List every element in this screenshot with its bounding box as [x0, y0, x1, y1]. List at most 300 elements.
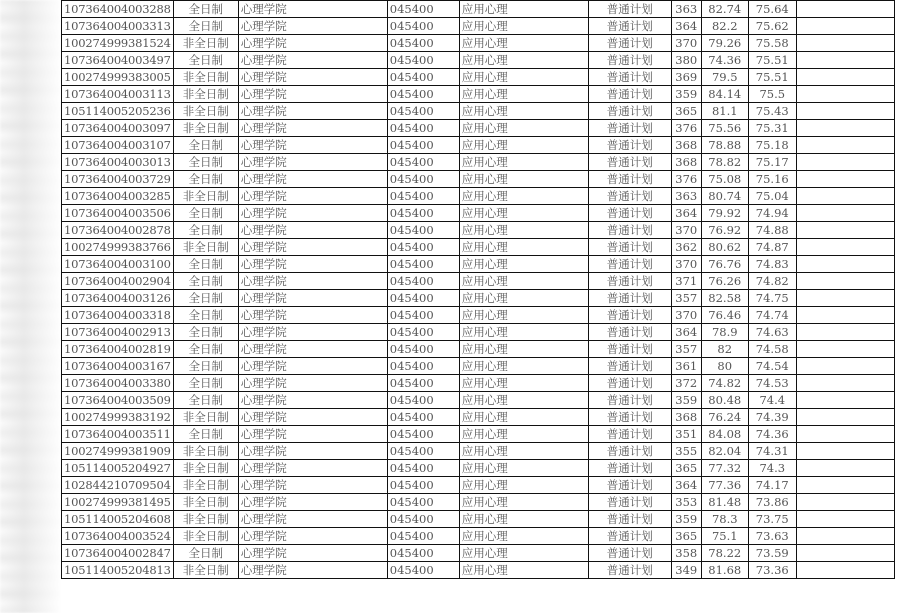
school-cell: 心理学院: [238, 137, 387, 154]
major-name-cell: 应用心理: [459, 256, 588, 273]
candidate-id-cell: 107364004003288: [62, 1, 174, 18]
total-score-cell: 74.3: [748, 460, 796, 477]
study-type-cell: 全日制: [173, 273, 238, 290]
major-code-cell: 045400: [387, 409, 459, 426]
total-score-cell: 75.16: [748, 171, 796, 188]
major-name-cell: 应用心理: [459, 171, 588, 188]
table-row: [62, 477, 895, 494]
major-code-cell: 045400: [387, 1, 459, 18]
plan-type-cell: 普通计划: [588, 358, 671, 375]
school-cell: 心理学院: [238, 477, 387, 494]
plan-type-cell: 普通计划: [588, 460, 671, 477]
school-cell: 心理学院: [238, 273, 387, 290]
plan-type-cell: 普通计划: [588, 52, 671, 69]
school-cell: 心理学院: [238, 290, 387, 307]
table-row: [62, 205, 895, 222]
school-cell: 心理学院: [238, 69, 387, 86]
total-score-cell: 75.51: [748, 69, 796, 86]
exam-score-cell: 368: [671, 409, 701, 426]
total-score-cell: 75.17: [748, 154, 796, 171]
table-row: [62, 307, 895, 324]
candidate-id-cell: 100274999383192: [62, 409, 174, 426]
major-name-cell: 应用心理: [459, 511, 588, 528]
school-cell: 心理学院: [238, 188, 387, 205]
study-type-cell: 全日制: [173, 154, 238, 171]
study-type-cell: 全日制: [173, 18, 238, 35]
table-row: [62, 392, 895, 409]
table-row: [62, 256, 895, 273]
major-name-cell: 应用心理: [459, 137, 588, 154]
plan-type-cell: 普通计划: [588, 409, 671, 426]
major-name-cell: 应用心理: [459, 290, 588, 307]
major-name-cell: 应用心理: [459, 103, 588, 120]
candidate-id-cell: 100274999383766: [62, 239, 174, 256]
table-row: [62, 103, 895, 120]
exam-score-cell: 353: [671, 494, 701, 511]
candidate-id-cell: 100274999381495: [62, 494, 174, 511]
table-row: [62, 341, 895, 358]
candidate-id-cell: 107364004003506: [62, 205, 174, 222]
school-cell: 心理学院: [238, 409, 387, 426]
candidate-id-cell: 107364004002878: [62, 222, 174, 239]
school-cell: 心理学院: [238, 426, 387, 443]
major-name-cell: 应用心理: [459, 239, 588, 256]
school-cell: 心理学院: [238, 460, 387, 477]
total-score-cell: 75.31: [748, 120, 796, 137]
major-name-cell: 应用心理: [459, 35, 588, 52]
exam-score-cell: 362: [671, 239, 701, 256]
major-name-cell: 应用心理: [459, 341, 588, 358]
empty-cell: [796, 358, 894, 375]
total-score-cell: 74.17: [748, 477, 796, 494]
study-type-cell: 全日制: [173, 137, 238, 154]
interview-score-cell: 81.68: [701, 562, 748, 579]
empty-cell: [796, 256, 894, 273]
exam-score-cell: 365: [671, 103, 701, 120]
school-cell: 心理学院: [238, 562, 387, 579]
exam-score-cell: 364: [671, 18, 701, 35]
study-type-cell: 全日制: [173, 222, 238, 239]
school-cell: 心理学院: [238, 35, 387, 52]
candidate-id-cell: 105114005204927: [62, 460, 174, 477]
major-name-cell: 应用心理: [459, 188, 588, 205]
school-cell: 心理学院: [238, 545, 387, 562]
total-score-cell: 74.75: [748, 290, 796, 307]
study-type-cell: 非全日制: [173, 188, 238, 205]
exam-score-cell: 376: [671, 120, 701, 137]
major-name-cell: 应用心理: [459, 273, 588, 290]
candidate-id-cell: 105114005204813: [62, 562, 174, 579]
candidate-id-cell: 105114005204608: [62, 511, 174, 528]
major-code-cell: 045400: [387, 528, 459, 545]
study-type-cell: 全日制: [173, 256, 238, 273]
school-cell: 心理学院: [238, 120, 387, 137]
study-type-cell: 非全日制: [173, 409, 238, 426]
school-cell: 心理学院: [238, 443, 387, 460]
exam-score-cell: 365: [671, 528, 701, 545]
candidate-id-cell: 107364004002913: [62, 324, 174, 341]
study-type-cell: 非全日制: [173, 239, 238, 256]
school-cell: 心理学院: [238, 341, 387, 358]
plan-type-cell: 普通计划: [588, 188, 671, 205]
table-row: [62, 443, 895, 460]
empty-cell: [796, 409, 894, 426]
interview-score-cell: 75.56: [701, 120, 748, 137]
empty-cell: [796, 1, 894, 18]
empty-cell: [796, 86, 894, 103]
empty-cell: [796, 188, 894, 205]
exam-score-cell: 370: [671, 222, 701, 239]
study-type-cell: 非全日制: [173, 562, 238, 579]
major-code-cell: 045400: [387, 341, 459, 358]
interview-score-cell: 77.32: [701, 460, 748, 477]
school-cell: 心理学院: [238, 239, 387, 256]
interview-score-cell: 76.24: [701, 409, 748, 426]
major-name-cell: 应用心理: [459, 528, 588, 545]
school-cell: 心理学院: [238, 392, 387, 409]
school-cell: 心理学院: [238, 52, 387, 69]
plan-type-cell: 普通计划: [588, 18, 671, 35]
exam-score-cell: 364: [671, 324, 701, 341]
major-code-cell: 045400: [387, 511, 459, 528]
major-code-cell: 045400: [387, 103, 459, 120]
exam-score-cell: 364: [671, 205, 701, 222]
plan-type-cell: 普通计划: [588, 1, 671, 18]
table-row: [62, 358, 895, 375]
candidate-id-cell: 107364004002847: [62, 545, 174, 562]
total-score-cell: 74.87: [748, 239, 796, 256]
table-row: [62, 375, 895, 392]
table-row: [62, 154, 895, 171]
major-code-cell: 045400: [387, 460, 459, 477]
major-name-cell: 应用心理: [459, 18, 588, 35]
school-cell: 心理学院: [238, 205, 387, 222]
major-code-cell: 045400: [387, 18, 459, 35]
plan-type-cell: 普通计划: [588, 511, 671, 528]
major-code-cell: 045400: [387, 307, 459, 324]
total-score-cell: 74.82: [748, 273, 796, 290]
empty-cell: [796, 35, 894, 52]
candidate-id-cell: 107364004003511: [62, 426, 174, 443]
table-row: [62, 86, 895, 103]
empty-cell: [796, 69, 894, 86]
table-row: [62, 562, 895, 579]
major-code-cell: 045400: [387, 477, 459, 494]
school-cell: 心理学院: [238, 154, 387, 171]
exam-score-cell: 359: [671, 392, 701, 409]
interview-score-cell: 82.58: [701, 290, 748, 307]
exam-score-cell: 358: [671, 545, 701, 562]
interview-score-cell: 76.46: [701, 307, 748, 324]
exam-score-cell: 351: [671, 426, 701, 443]
study-type-cell: 非全日制: [173, 120, 238, 137]
interview-score-cell: 84.08: [701, 426, 748, 443]
study-type-cell: 非全日制: [173, 477, 238, 494]
exam-score-cell: 370: [671, 256, 701, 273]
candidate-id-cell: 107364004003107: [62, 137, 174, 154]
study-type-cell: 非全日制: [173, 69, 238, 86]
empty-cell: [796, 222, 894, 239]
exam-score-cell: 364: [671, 477, 701, 494]
empty-cell: [796, 205, 894, 222]
major-name-cell: 应用心理: [459, 307, 588, 324]
major-name-cell: 应用心理: [459, 409, 588, 426]
empty-cell: [796, 307, 894, 324]
plan-type-cell: 普通计划: [588, 392, 671, 409]
study-type-cell: 全日制: [173, 205, 238, 222]
major-code-cell: 045400: [387, 52, 459, 69]
major-code-cell: 045400: [387, 545, 459, 562]
major-name-cell: 应用心理: [459, 358, 588, 375]
study-type-cell: 全日制: [173, 392, 238, 409]
study-type-cell: 全日制: [173, 171, 238, 188]
candidate-id-cell: 107364004003318: [62, 307, 174, 324]
total-score-cell: 74.58: [748, 341, 796, 358]
major-code-cell: 045400: [387, 324, 459, 341]
major-name-cell: 应用心理: [459, 154, 588, 171]
major-code-cell: 045400: [387, 35, 459, 52]
table-row: [62, 426, 895, 443]
interview-score-cell: 80: [701, 358, 748, 375]
candidate-id-cell: 107364004003524: [62, 528, 174, 545]
study-type-cell: 非全日制: [173, 494, 238, 511]
plan-type-cell: 普通计划: [588, 477, 671, 494]
empty-cell: [796, 562, 894, 579]
plan-type-cell: 普通计划: [588, 562, 671, 579]
empty-cell: [796, 341, 894, 358]
major-code-cell: 045400: [387, 562, 459, 579]
study-type-cell: 全日制: [173, 426, 238, 443]
empty-cell: [796, 443, 894, 460]
interview-score-cell: 78.88: [701, 137, 748, 154]
major-name-cell: 应用心理: [459, 375, 588, 392]
empty-cell: [796, 494, 894, 511]
exam-score-cell: 359: [671, 86, 701, 103]
blurred-column: [0, 0, 60, 613]
total-score-cell: 73.75: [748, 511, 796, 528]
plan-type-cell: 普通计划: [588, 545, 671, 562]
total-score-cell: 74.54: [748, 358, 796, 375]
candidate-id-cell: 100274999381524: [62, 35, 174, 52]
interview-score-cell: 76.92: [701, 222, 748, 239]
interview-score-cell: 82.74: [701, 1, 748, 18]
study-type-cell: 非全日制: [173, 443, 238, 460]
table-row: [62, 460, 895, 477]
empty-cell: [796, 290, 894, 307]
total-score-cell: 74.94: [748, 205, 796, 222]
study-type-cell: 非全日制: [173, 103, 238, 120]
plan-type-cell: 普通计划: [588, 120, 671, 137]
major-name-cell: 应用心理: [459, 324, 588, 341]
plan-type-cell: 普通计划: [588, 137, 671, 154]
study-type-cell: 非全日制: [173, 35, 238, 52]
major-name-cell: 应用心理: [459, 52, 588, 69]
plan-type-cell: 普通计划: [588, 222, 671, 239]
total-score-cell: 75.43: [748, 103, 796, 120]
total-score-cell: 74.74: [748, 307, 796, 324]
school-cell: 心理学院: [238, 375, 387, 392]
empty-cell: [796, 392, 894, 409]
major-code-cell: 045400: [387, 392, 459, 409]
table-row: [62, 222, 895, 239]
major-name-cell: 应用心理: [459, 426, 588, 443]
empty-cell: [796, 460, 894, 477]
table-row: [62, 409, 895, 426]
results-table: [61, 0, 895, 579]
candidate-id-cell: 107364004002819: [62, 341, 174, 358]
interview-score-cell: 78.3: [701, 511, 748, 528]
table-row: [62, 528, 895, 545]
empty-cell: [796, 154, 894, 171]
candidate-id-cell: 107364004003313: [62, 18, 174, 35]
study-type-cell: 非全日制: [173, 460, 238, 477]
candidate-id-cell: 107364004003113: [62, 86, 174, 103]
empty-cell: [796, 137, 894, 154]
major-code-cell: 045400: [387, 375, 459, 392]
school-cell: 心理学院: [238, 256, 387, 273]
total-score-cell: 75.58: [748, 35, 796, 52]
plan-type-cell: 普通计划: [588, 256, 671, 273]
school-cell: 心理学院: [238, 528, 387, 545]
plan-type-cell: 普通计划: [588, 290, 671, 307]
exam-score-cell: 372: [671, 375, 701, 392]
school-cell: 心理学院: [238, 171, 387, 188]
plan-type-cell: 普通计划: [588, 307, 671, 324]
empty-cell: [796, 120, 894, 137]
exam-score-cell: 371: [671, 273, 701, 290]
candidate-id-cell: 107364004003013: [62, 154, 174, 171]
candidate-id-cell: 105114005205236: [62, 103, 174, 120]
interview-score-cell: 75.08: [701, 171, 748, 188]
exam-score-cell: 380: [671, 52, 701, 69]
major-code-cell: 045400: [387, 137, 459, 154]
candidate-id-cell: 107364004002904: [62, 273, 174, 290]
plan-type-cell: 普通计划: [588, 341, 671, 358]
plan-type-cell: 普通计划: [588, 154, 671, 171]
empty-cell: [796, 324, 894, 341]
table-row: [62, 69, 895, 86]
school-cell: 心理学院: [238, 494, 387, 511]
major-code-cell: 045400: [387, 188, 459, 205]
results-table-body: [62, 1, 895, 579]
table-row: [62, 239, 895, 256]
table-row: [62, 273, 895, 290]
major-name-cell: 应用心理: [459, 545, 588, 562]
exam-score-cell: 365: [671, 460, 701, 477]
candidate-id-cell: 107364004003167: [62, 358, 174, 375]
total-score-cell: 75.62: [748, 18, 796, 35]
candidate-id-cell: 100274999383005: [62, 69, 174, 86]
total-score-cell: 73.59: [748, 545, 796, 562]
plan-type-cell: 普通计划: [588, 324, 671, 341]
plan-type-cell: 普通计划: [588, 69, 671, 86]
table-row: [62, 35, 895, 52]
school-cell: 心理学院: [238, 358, 387, 375]
exam-score-cell: 369: [671, 69, 701, 86]
school-cell: 心理学院: [238, 222, 387, 239]
study-type-cell: 非全日制: [173, 511, 238, 528]
empty-cell: [796, 239, 894, 256]
table-row: [62, 545, 895, 562]
interview-score-cell: 80.62: [701, 239, 748, 256]
major-code-cell: 045400: [387, 426, 459, 443]
study-type-cell: 全日制: [173, 324, 238, 341]
candidate-id-cell: 107364004003509: [62, 392, 174, 409]
empty-cell: [796, 52, 894, 69]
major-code-cell: 045400: [387, 120, 459, 137]
interview-score-cell: 76.26: [701, 273, 748, 290]
table-row: [62, 171, 895, 188]
interview-score-cell: 81.48: [701, 494, 748, 511]
exam-score-cell: 361: [671, 358, 701, 375]
major-name-cell: 应用心理: [459, 1, 588, 18]
table-row: [62, 511, 895, 528]
interview-score-cell: 79.92: [701, 205, 748, 222]
exam-score-cell: 363: [671, 188, 701, 205]
candidate-id-cell: 100274999381909: [62, 443, 174, 460]
interview-score-cell: 84.14: [701, 86, 748, 103]
major-code-cell: 045400: [387, 171, 459, 188]
major-code-cell: 045400: [387, 273, 459, 290]
plan-type-cell: 普通计划: [588, 239, 671, 256]
school-cell: 心理学院: [238, 307, 387, 324]
plan-type-cell: 普通计划: [588, 205, 671, 222]
major-name-cell: 应用心理: [459, 562, 588, 579]
total-score-cell: 74.63: [748, 324, 796, 341]
empty-cell: [796, 375, 894, 392]
major-code-cell: 045400: [387, 205, 459, 222]
major-code-cell: 045400: [387, 222, 459, 239]
study-type-cell: 全日制: [173, 1, 238, 18]
candidate-id-cell: 107364004003380: [62, 375, 174, 392]
total-score-cell: 73.86: [748, 494, 796, 511]
total-score-cell: 75.5: [748, 86, 796, 103]
major-code-cell: 045400: [387, 443, 459, 460]
plan-type-cell: 普通计划: [588, 273, 671, 290]
major-name-cell: 应用心理: [459, 69, 588, 86]
study-type-cell: 全日制: [173, 341, 238, 358]
interview-score-cell: 80.74: [701, 188, 748, 205]
major-code-cell: 045400: [387, 358, 459, 375]
total-score-cell: 74.31: [748, 443, 796, 460]
interview-score-cell: 74.36: [701, 52, 748, 69]
major-name-cell: 应用心理: [459, 443, 588, 460]
plan-type-cell: 普通计划: [588, 443, 671, 460]
interview-score-cell: 82.04: [701, 443, 748, 460]
interview-score-cell: 81.1: [701, 103, 748, 120]
exam-score-cell: 370: [671, 35, 701, 52]
table-row: [62, 290, 895, 307]
total-score-cell: 74.83: [748, 256, 796, 273]
interview-score-cell: 77.36: [701, 477, 748, 494]
major-code-cell: 045400: [387, 69, 459, 86]
interview-score-cell: 82: [701, 341, 748, 358]
exam-score-cell: 368: [671, 154, 701, 171]
table-row: [62, 18, 895, 35]
school-cell: 心理学院: [238, 511, 387, 528]
major-code-cell: 045400: [387, 256, 459, 273]
school-cell: 心理学院: [238, 86, 387, 103]
school-cell: 心理学院: [238, 18, 387, 35]
table-row: [62, 494, 895, 511]
interview-score-cell: 80.48: [701, 392, 748, 409]
total-score-cell: 74.39: [748, 409, 796, 426]
total-score-cell: 73.63: [748, 528, 796, 545]
candidate-id-cell: 107364004003126: [62, 290, 174, 307]
candidate-id-cell: 107364004003497: [62, 52, 174, 69]
major-code-cell: 045400: [387, 86, 459, 103]
study-type-cell: 非全日制: [173, 528, 238, 545]
